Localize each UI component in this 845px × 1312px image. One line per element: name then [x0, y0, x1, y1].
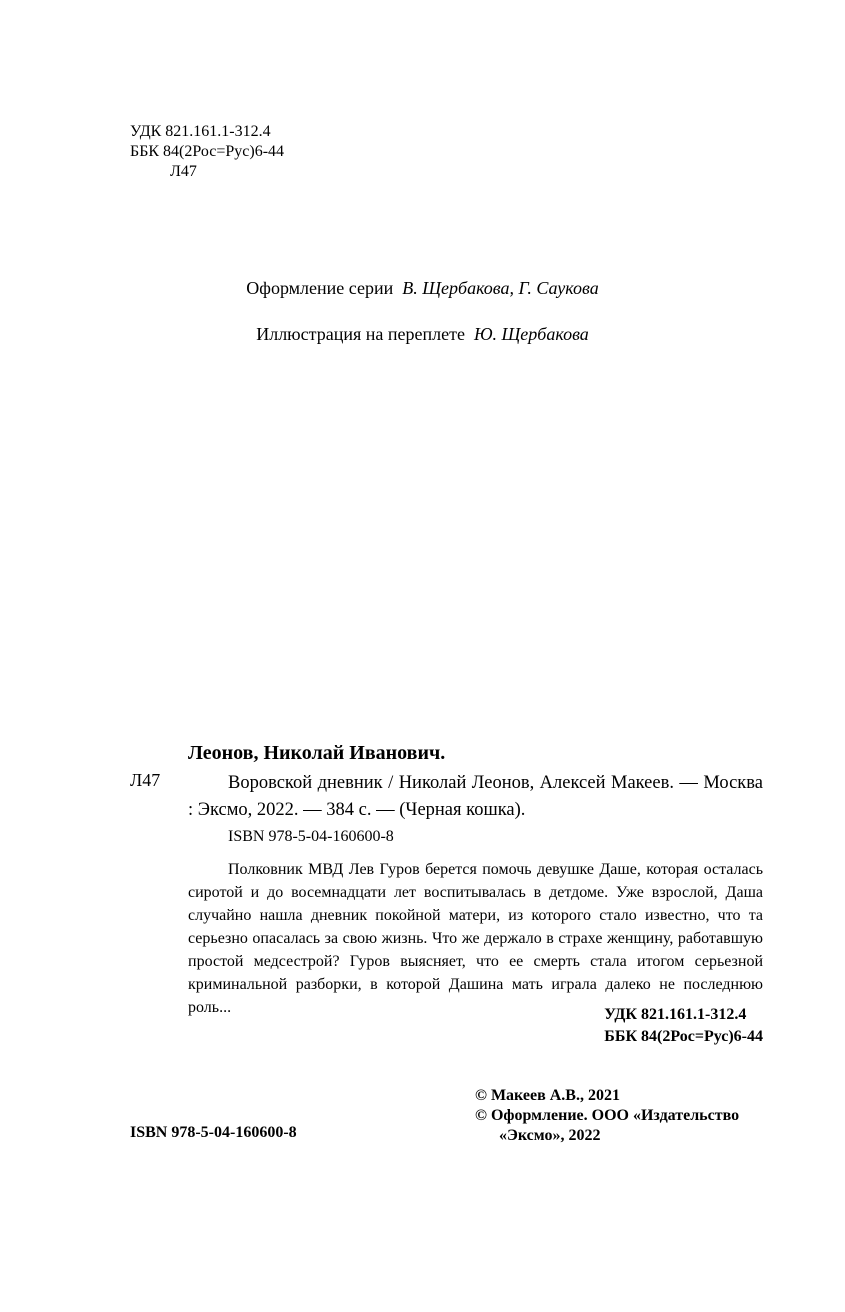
- catalog-codes-top: [130, 122, 284, 182]
- cover-illustration-credit: [0, 324, 845, 345]
- record-codes: [604, 1004, 763, 1048]
- footer-isbn: ISBN 978-5-04-160600-8: [130, 1124, 297, 1141]
- record-author: Леонов, Николай Иванович.: [188, 742, 446, 764]
- series-design-names: В. Щербакова, Г. Саукова: [402, 278, 599, 298]
- copyright-design-line1: © Оформление. ООО «Издательство: [475, 1107, 740, 1124]
- cover-illustration-label: Иллюстрация на переплете: [256, 324, 465, 344]
- cover-illustration-name: Ю. Щербакова: [473, 324, 589, 344]
- record-bbk: ББК 84(2Рос=Рус)6-44: [604, 1028, 763, 1045]
- author-mark: Л47: [170, 163, 197, 180]
- record-title: Воровской дневник / Николай Леонов, Алексей Макеев. — Москва : Эксмо, 2022. — 384 с. — (Черная кошка).: [188, 773, 763, 820]
- record-isbn: ISBN 978-5-04-160600-8: [228, 828, 394, 845]
- bbk-code: ББК 84(2Рос=Рус)6-44: [130, 143, 285, 160]
- series-design-credit: [0, 278, 845, 299]
- copyright-block: [475, 1086, 739, 1146]
- series-design-label: Оформление серии: [246, 278, 394, 298]
- copyright-design-line2: «Эксмо», 2022: [499, 1127, 601, 1144]
- record-udk: УДК 821.161.1-312.4: [604, 1006, 747, 1023]
- record-annotation: Полковник МВД Лев Гуров берется помочь девушке Даше, которая осталась сиротой и до восемнадцати лет воспитывалась в детдоме. Уже взрослой, Даша случайно нашла дневник покойной матери, из которого стало известно, что та серьезно опасалась за свою жизнь. Что же держало в страхе женщину, работавшую простой медсестрой? Гуров выясняет, что ее смерть стала итогом серьезной криминальной разборки, в которой Дашина мать играла далеко не последнюю роль...: [188, 861, 763, 1016]
- record-author-mark: Л47: [130, 770, 161, 790]
- udk-code: УДК 821.161.1-312.4: [130, 123, 271, 140]
- copyright-author: © Макеев А.В., 2021: [475, 1087, 620, 1104]
